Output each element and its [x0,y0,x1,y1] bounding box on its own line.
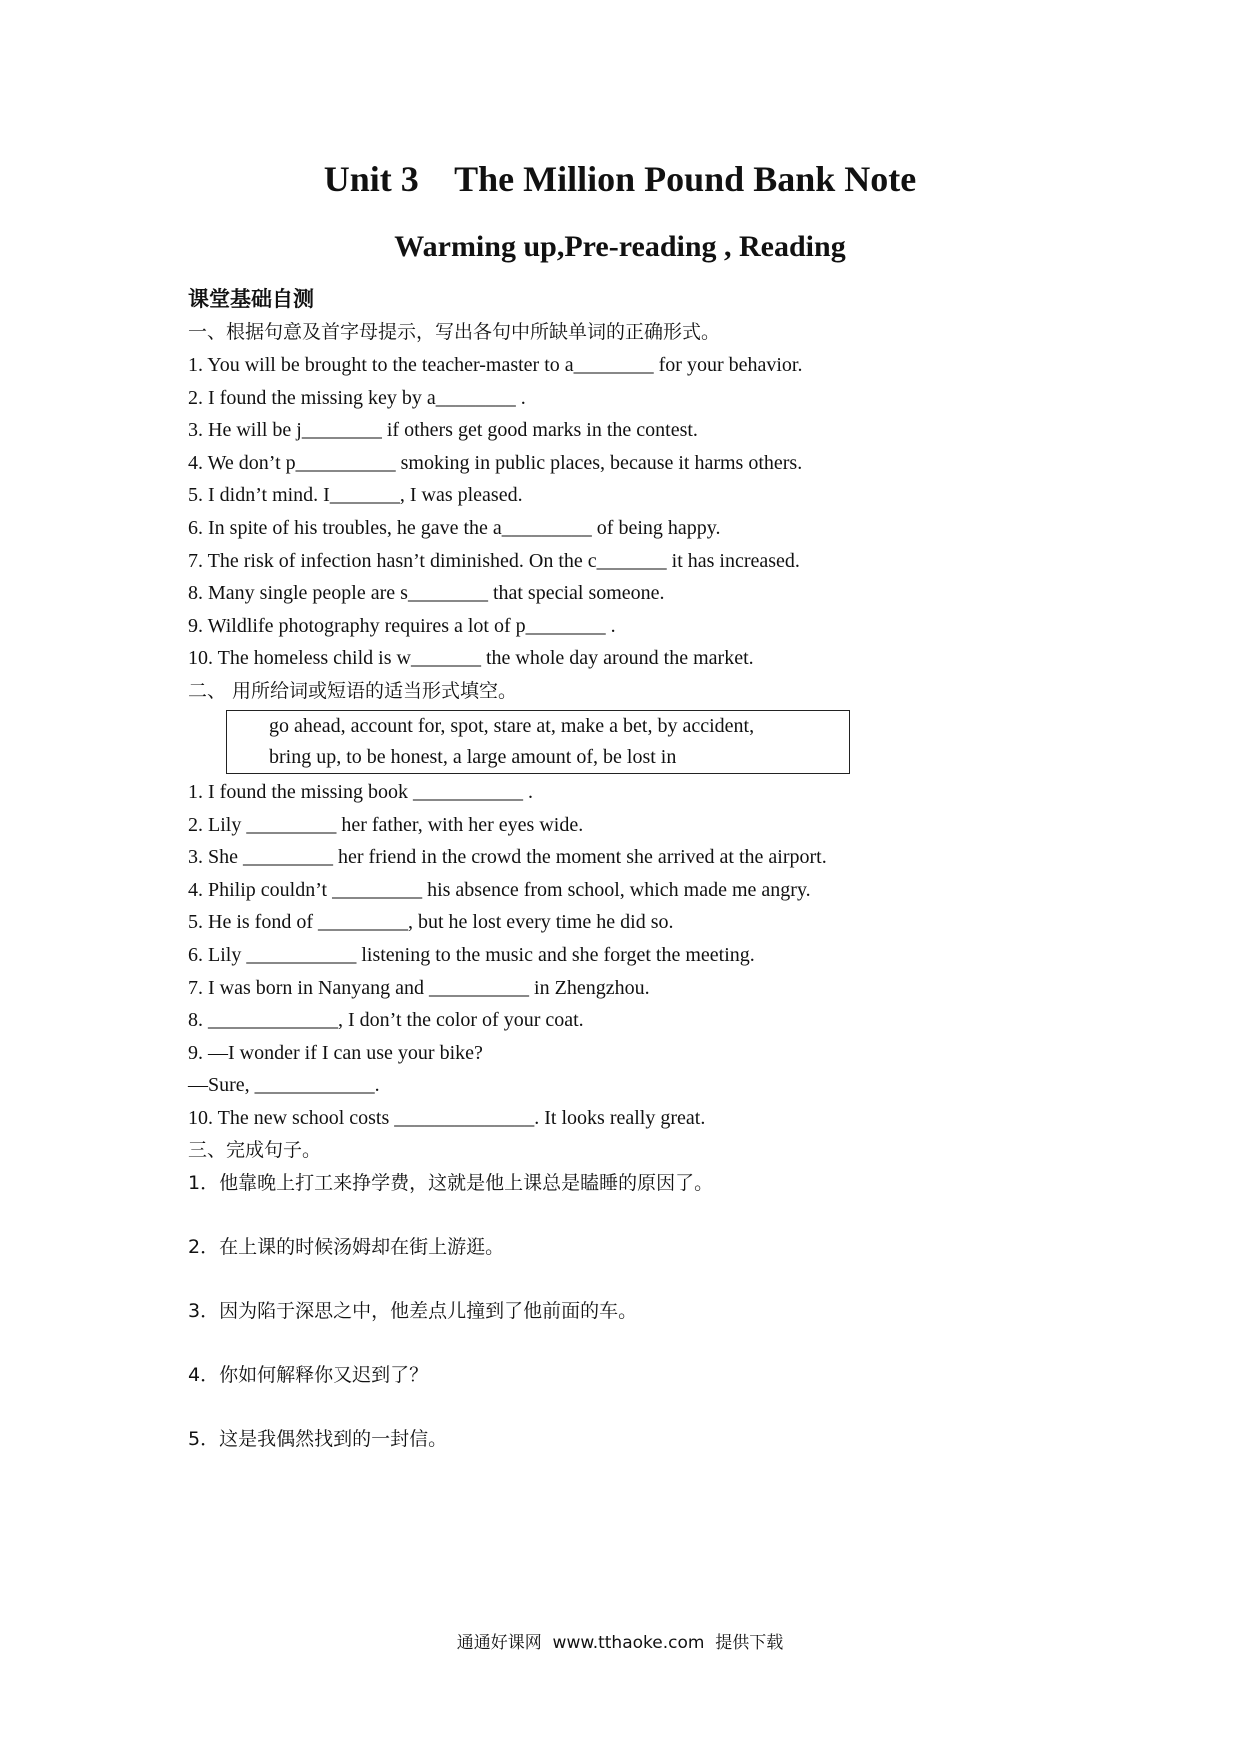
page-title: Unit 3 The Million Pound Bank Note [323,159,917,199]
word-bank-line: bring up, to be honest, a large amount of, be lost in [269,745,677,768]
exercise-item: 10. The homeless child is w_______ the whole day around the market. [188,647,754,670]
section3-instruction: 三、完成句子。 [188,1139,322,1162]
exercise-item: 3. She _________ her friend in the crowd the moment she arrived at the airport. [188,846,827,869]
translation-item: 2．在上课的时候汤姆却在街上游逛。 [188,1236,505,1259]
section-heading: 课堂基础自测 [188,287,314,311]
exercise-item: 4. We don’t p__________ smoking in public places, because it harms others. [188,451,803,474]
exercise-item: 6. Lily ___________ listening to the music and she forget the meeting. [188,943,755,966]
exercise-item: 3. He will be j________ if others get good marks in the contest. [188,419,698,442]
translation-item: 3．因为陷于深思之中，他差点儿撞到了他前面的车。 [188,1300,638,1323]
exercise-item: 9. Wildlife photography requires a lot of p________ . [188,614,616,637]
exercise-item: 6. In spite of his troubles, he gave the a_________ of being happy. [188,516,721,539]
section3-list [188,1167,1088,1487]
translation-item: 4．你如何解释你又迟到了？ [188,1364,429,1387]
exercise-item: 7. I was born in Nanyang and __________ in Zhengzhou. [188,976,650,999]
page-footer: 通通好课网 www.tthaoke.com 提供下载 [456,1633,784,1653]
section2-instruction: 二、 用所给词或短语的适当形式填空。 [188,679,518,702]
word-bank-box [226,710,850,774]
section2-list [188,776,1088,1135]
exercise-item: —Sure, ____________. [188,1074,380,1097]
exercise-item: 2. I found the missing key by a________ . [188,386,526,409]
exercise-item: 8. Many single people are s________ that special someone. [188,582,665,605]
exercise-item: 2. Lily _________ her father, with her eyes wide. [188,813,584,836]
translation-item: 1．他靠晚上打工来挣学费，这就是他上课总是瞌睡的原因了。 [188,1172,714,1195]
exercise-item: 7. The risk of infection hasn’t diminished. On the c_______ it has increased. [188,549,800,572]
exercise-item: 4. Philip couldn’t _________ his absence from school, which made me angry. [188,878,811,901]
exercise-item: 1. I found the missing book ___________ . [188,780,533,803]
word-bank-line: go ahead, account for, spot, stare at, make a bet, by accident, [269,714,755,737]
exercise-item: 1. You will be brought to the teacher-master to a________ for your behavior. [188,354,803,376]
translation-item: 5．这是我偶然找到的一封信。 [188,1428,448,1451]
exercise-item: 5. He is fond of _________, but he lost every time he did so. [188,911,674,934]
page-subtitle: Warming up,Pre-reading , Reading [394,230,846,263]
exercise-item: 10. The new school costs ______________. It looks really great. [188,1106,706,1129]
exercise-item: 8. _____________, I don’t the color of your coat. [188,1009,584,1032]
section1-list [188,349,1088,675]
exercise-item: 5. I didn’t mind. I_______, I was pleased. [188,484,523,507]
worksheet-body [188,282,1088,1487]
section1-instruction: 一、根据句意及首字母提示，写出各句中所缺单词的正确形式。 [188,321,721,343]
exercise-item: 9. —I wonder if I can use your bike? [188,1041,483,1064]
